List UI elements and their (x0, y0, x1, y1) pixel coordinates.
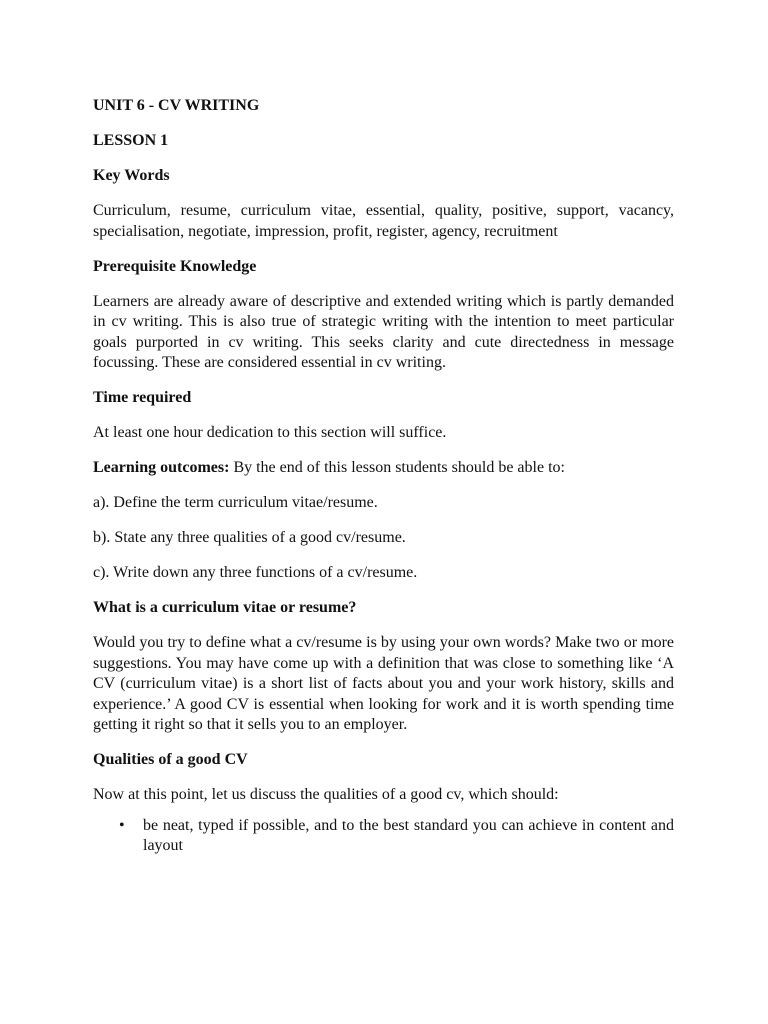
definition-text: Would you try to define what a cv/resume is by using your own words? Make two or more suggestions. You may have come up with a definition that was close to something like ‘A CV (curriculum vitae) is a short list of facts about you and your work history, skills and experience.’ A good CV is essential when looking for work and it is worth spending time getting it right so that it sells you to an employer. (93, 634, 674, 733)
prerequisite-heading: Prerequisite Knowledge (93, 257, 257, 275)
key-words-text: Curriculum, resume, curriculum vitae, essential, quality, positive, support, vacancy, specialisation, negotiate, impression, profit, register, agency, recruitment (93, 202, 674, 240)
learning-outcome-item: c). Write down any three functions of a cv/resume. (93, 564, 418, 581)
time-required-text: At least one hour dedication to this section will suffice. (93, 424, 447, 441)
document-page (93, 96, 674, 857)
learning-outcomes-label: Learning outcomes: (93, 459, 230, 476)
qualities-heading: Qualities of a good CV (93, 751, 248, 768)
learning-outcomes-intro: By the end of this lesson students should be able to: (229, 459, 565, 476)
time-required-heading: Time required (93, 389, 192, 406)
learning-outcome-item: a). Define the term curriculum vitae/resume. (93, 494, 378, 511)
prerequisite-text: Learners are already aware of descriptive and extended writing which is partly demanded in cv writing. This is also true of strategic writing with the intention to meet particular goals purported in cv writing. This seeks clarity and cute directedness in message focussing. These are considered essential in cv writing. (93, 292, 674, 371)
definition-heading: What is a curriculum vitae or resume? (93, 599, 357, 616)
lesson-title: LESSON 1 (93, 132, 169, 149)
key-words-heading: Key Words (93, 167, 170, 184)
learning-outcomes-line (93, 458, 674, 479)
qualities-intro: Now at this point, let us discuss the qualities of a good cv, which should: (93, 786, 559, 803)
list-item-text: be neat, typed if possible, and to the best standard you can achieve in content and layout (143, 816, 674, 854)
unit-title: UNIT 6 - CV WRITING (93, 97, 260, 114)
bullet-dot-icon: • (119, 816, 125, 834)
list-item (93, 816, 674, 857)
qualities-list (93, 816, 674, 857)
learning-outcome-item: b). State any three qualities of a good cv/resume. (93, 529, 406, 546)
